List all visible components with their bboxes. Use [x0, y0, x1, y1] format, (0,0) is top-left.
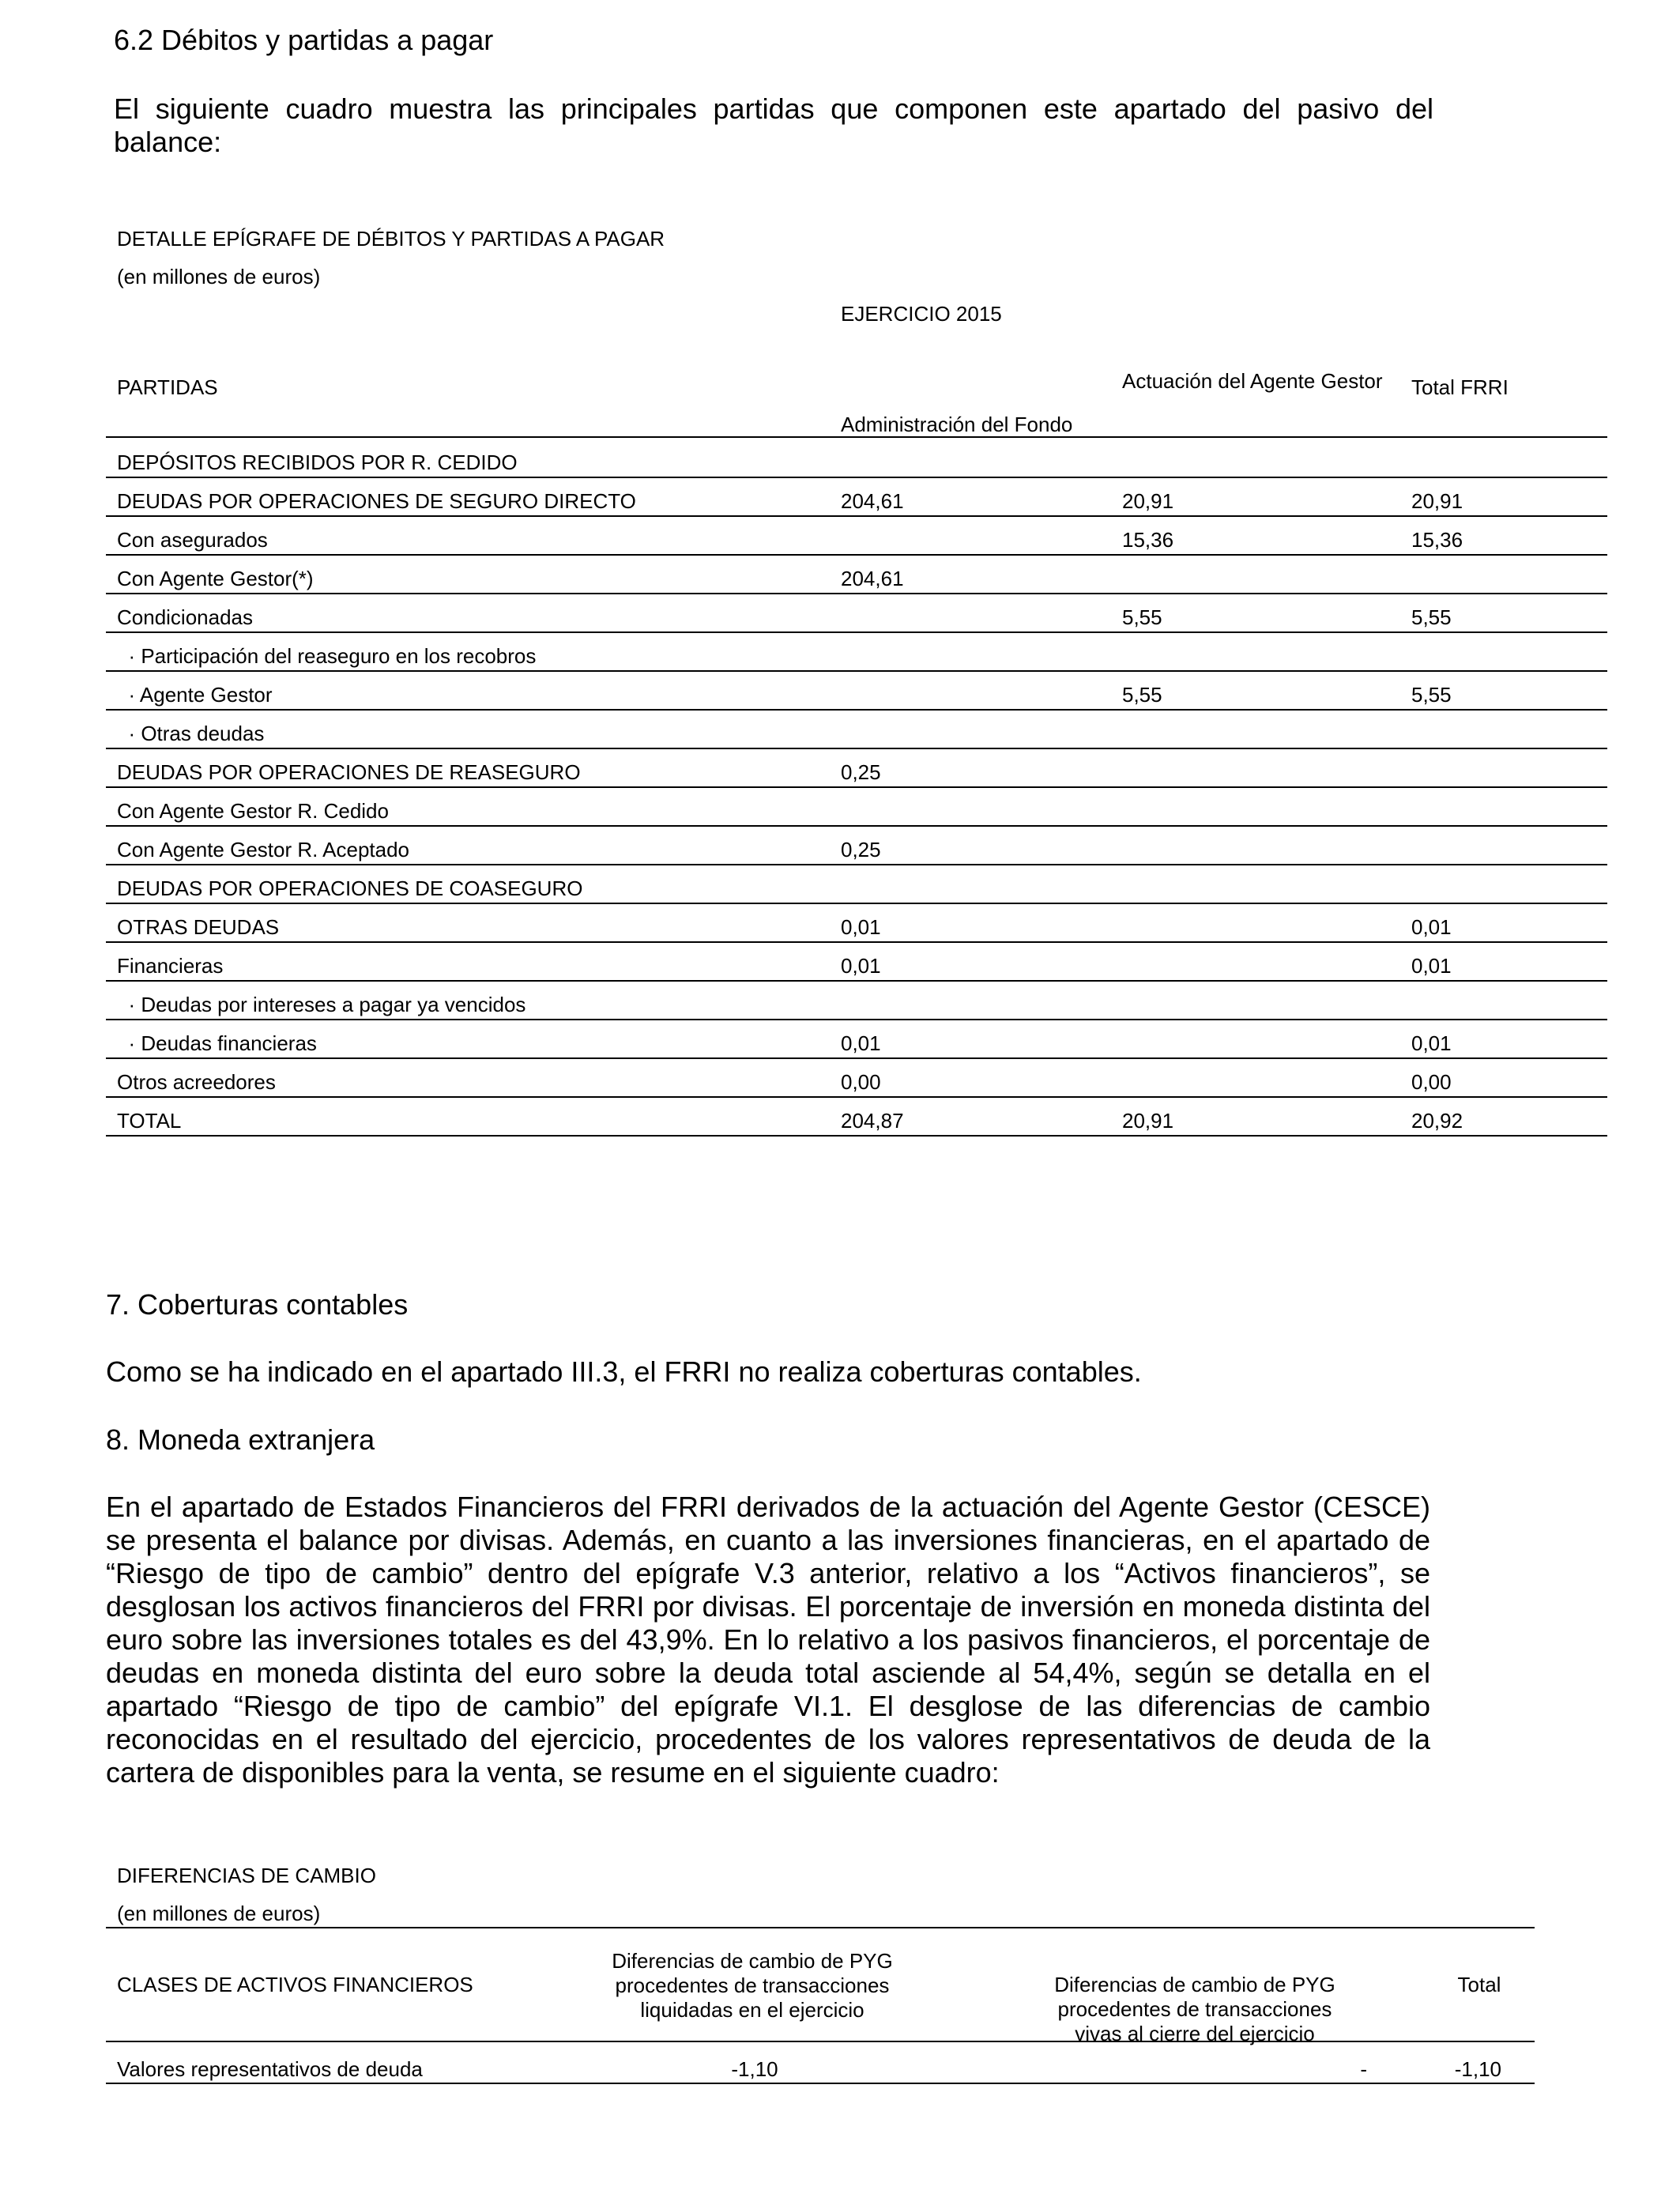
- table1-row: [106, 1057, 1607, 1098]
- table1-header-admin: Administración del Fondo: [841, 413, 1073, 436]
- table1-cell-label: · Otras deudas: [117, 722, 265, 745]
- table1-cell-total: 0,01: [1411, 915, 1452, 939]
- table1-cell-admin: 204,61: [841, 489, 904, 513]
- table1-cell-admin: 0,01: [841, 1031, 881, 1055]
- table1-row: [106, 864, 1607, 904]
- table2-row-label: Valores representativos de deuda: [117, 2057, 423, 2081]
- table1-row: [106, 515, 1607, 556]
- table1-cell-total: 5,55: [1411, 683, 1452, 707]
- table1-period: EJERCICIO 2015: [841, 302, 1002, 326]
- table1-cell-label: Condicionadas: [117, 605, 254, 629]
- table1-cell-label: DEUDAS POR OPERACIONES DE SEGURO DIRECTO: [117, 489, 636, 513]
- table1-cell-label: Con asegurados: [117, 528, 268, 552]
- table2-row-total: -1,10: [1454, 2057, 1501, 2081]
- section-7-heading: 7. Coberturas contables: [106, 1288, 409, 1321]
- table1-cell-total: 0,01: [1411, 954, 1452, 978]
- table1-row: [106, 593, 1607, 633]
- table1-cell-admin: 204,61: [841, 567, 904, 590]
- table1-cell-label: · Participación del reaseguro en los recobros: [117, 644, 537, 668]
- table1-cell-label: DEPÓSITOS RECIBIDOS POR R. CEDIDO: [117, 450, 518, 474]
- table1-cell-admin: 0,25: [841, 838, 881, 861]
- table2-header-vivas: Diferencias de cambio de PYG procedentes de transacciones vivas al cierre del ejercicio: [1054, 1973, 1335, 2045]
- section-7-body: Como se ha indicado en el apartado III.3, el FRRI no realiza coberturas contables.: [106, 1355, 1142, 1388]
- section-6-2-intro: El siguiente cuadro muestra las principales partidas que componen este apartado del pasivo del balance:: [114, 92, 1433, 158]
- table2-row-vivas: -: [1360, 2057, 1367, 2081]
- table1-cell-label: · Agente Gestor: [117, 683, 273, 707]
- table2-title: DIFERENCIAS DE CAMBIO: [117, 1864, 376, 1887]
- table1-cell-label: Con Agente Gestor(*): [117, 567, 314, 590]
- table1-cell-total: 0,01: [1411, 1031, 1452, 1055]
- table1-cell-total: 0,00: [1411, 1070, 1452, 1094]
- table1-cell-total: 20,92: [1411, 1109, 1463, 1133]
- table2-header-total: Total: [1457, 1973, 1501, 1996]
- table1-cell-label: Otros acreedores: [117, 1070, 276, 1094]
- table1-header-agente: Actuación del Agente Gestor: [1122, 369, 1383, 393]
- table1-row: [106, 709, 1607, 749]
- table1-cell-admin: 0,01: [841, 915, 881, 939]
- table1-cell-label: Con Agente Gestor R. Cedido: [117, 799, 389, 823]
- table1-row: [106, 786, 1607, 827]
- table1-cell-label: · Deudas por intereses a pagar ya vencidos: [117, 993, 526, 1016]
- table1-cell-label: TOTAL: [117, 1109, 182, 1133]
- table1-title: DETALLE EPÍGRAFE DE DÉBITOS Y PARTIDAS A PAGAR: [117, 227, 665, 251]
- table2-header-liquidadas: Diferencias de cambio de PYG procedentes de transacciones liquidadas en el ejercicio: [612, 1949, 893, 2022]
- table1-row: [106, 670, 1607, 711]
- section-6-2-heading: 6.2 Débitos y partidas a pagar: [114, 24, 494, 56]
- table2-bottom-rule: [106, 2083, 1535, 2084]
- table1-row: [106, 1019, 1607, 1059]
- table1-header-partidas: PARTIDAS: [117, 375, 218, 399]
- table1-row: [106, 748, 1607, 788]
- table1-cell-admin: 0,01: [841, 954, 881, 978]
- table1-cell-agente: 20,91: [1122, 1109, 1174, 1133]
- table1-header-total: Total FRRI: [1411, 375, 1509, 399]
- table1-row: [106, 477, 1607, 517]
- table1-row: [106, 1096, 1607, 1137]
- table1-cell-agente: 5,55: [1122, 683, 1162, 707]
- table1-row: [106, 903, 1607, 943]
- table1-cell-admin: 204,87: [841, 1109, 904, 1133]
- table1-cell-admin: 0,00: [841, 1070, 881, 1094]
- table1-cell-total: 5,55: [1411, 605, 1452, 629]
- table1-row: [106, 631, 1607, 672]
- table1-cell-agente: 5,55: [1122, 605, 1162, 629]
- table1-row: [106, 438, 1607, 478]
- table2-top-rule: [106, 1927, 1535, 1928]
- table2-units: (en millones de euros): [117, 1902, 321, 1925]
- table1-cell-label: · Deudas financieras: [117, 1031, 317, 1055]
- table2-header-rule: [106, 2041, 1535, 2042]
- table1-cell-admin: 0,25: [841, 760, 881, 784]
- table2-row-liquidadas: -1,10: [731, 2057, 778, 2081]
- table1-cell-label: DEUDAS POR OPERACIONES DE COASEGURO: [117, 876, 583, 900]
- table2-header-clases: CLASES DE ACTIVOS FINANCIEROS: [117, 1973, 473, 1996]
- table1-cell-total: 15,36: [1411, 528, 1463, 552]
- table1-cell-label: Financieras: [117, 954, 224, 978]
- table1-cell-agente: 20,91: [1122, 489, 1174, 513]
- table1-row: [106, 554, 1607, 594]
- table1-row: [106, 980, 1607, 1020]
- table1-cell-label: DEUDAS POR OPERACIONES DE REASEGURO: [117, 760, 581, 784]
- table1-units: (en millones de euros): [117, 265, 321, 288]
- table1-row: [106, 825, 1607, 865]
- section-8-heading: 8. Moneda extranjera: [106, 1423, 375, 1456]
- table1-cell-total: 20,91: [1411, 489, 1463, 513]
- section-8-body: En el apartado de Estados Financieros del FRRI derivados de la actuación del Agente Gestor (CESCE) se presenta el balance por divisas. Además, en cuanto a las inversiones financieras, en el apartado de “Riesgo de tipo de cambio” dentro del epígrafe V.3 anterior, relativo a los “Activos financieros”, se desglosan los activos financieros del FRRI por divisas. El porcentaje de inversión en moneda distinta del euro sobre las inversiones totales es del 43,9%. En lo relativo a los pasivos financieros, el porcentaje de deudas en moneda distinta del euro sobre la deuda total asciende al 54,4%, según se detalla en el apartado “Riesgo de tipo de cambio” del epígrafe VI.1. El desglose de las diferencias de cambio reconocidas en el resultado del ejercicio, procedentes de los valores representativos de deuda de la cartera de disponibles para la venta, se resume en el siguiente cuadro:: [106, 1491, 1430, 1789]
- table1-cell-agente: 15,36: [1122, 528, 1174, 552]
- table1-row: [106, 941, 1607, 982]
- table1-cell-label: Con Agente Gestor R. Aceptado: [117, 838, 410, 861]
- table1-cell-label: OTRAS DEUDAS: [117, 915, 280, 939]
